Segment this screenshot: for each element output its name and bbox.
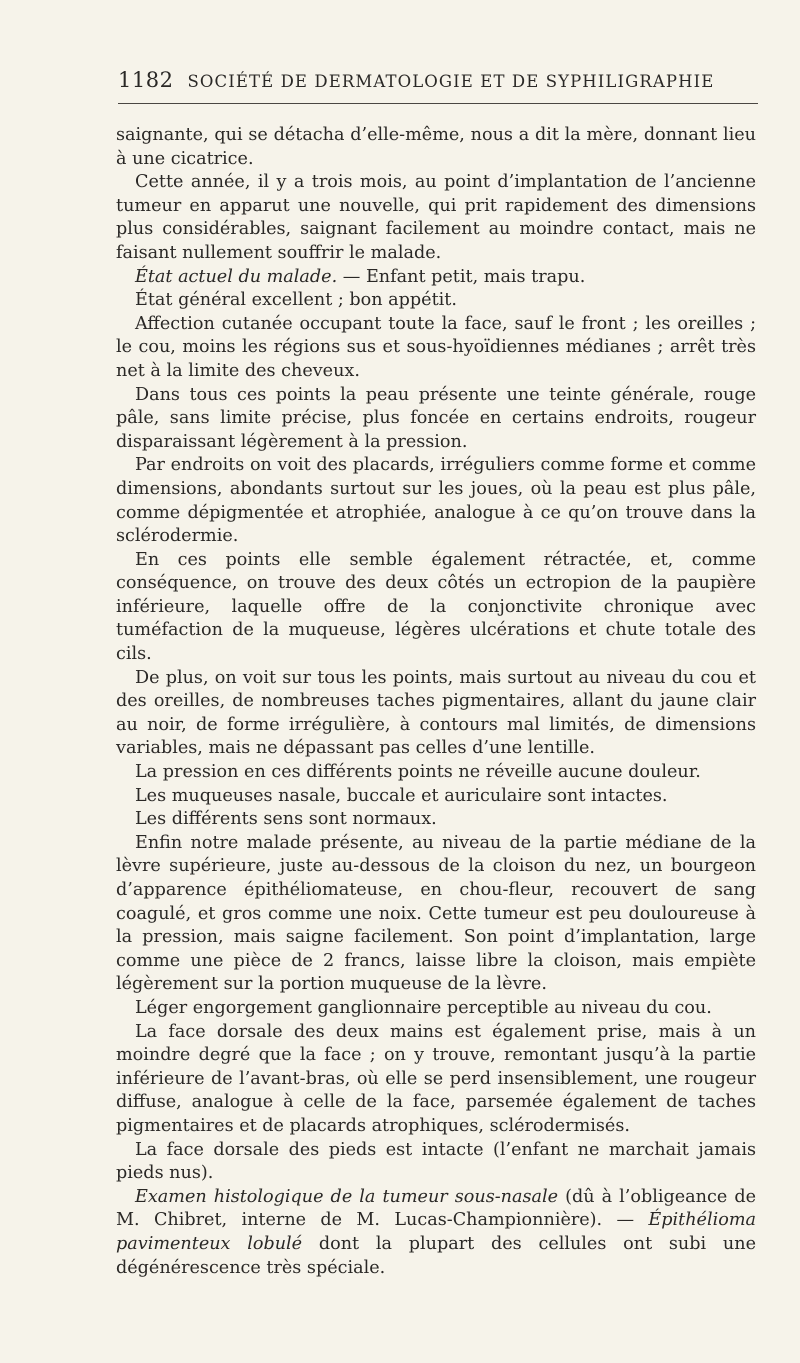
paragraph: saignante, qui se détacha d’elle-même, nous a dit la mère, donnant lieu à une cicatrice. [116, 125, 756, 169]
page-number: 1182 [118, 68, 174, 92]
paragraph: La pression en ces différents points ne réveille aucune douleur. [135, 762, 701, 783]
paragraph: En ces points elle semble également rétractée, et, comme conséquence, on trouve des deux côtés un ectropion de la paupière inférieure, laquelle offre de la conjonctivite chronique avec tuméfaction de la muqueuse, légères ulcérations et chute totale des cils. [116, 549, 756, 665]
paragraph: Dans tous ces points la peau présente une teinte générale, rouge pâle, sans limite précise, plus foncée en certains endroits, rougeur disparaissant légèrement à la pression. [116, 384, 756, 452]
paragraph: État actuel du malade. — Enfant petit, mais trapu. [135, 266, 586, 287]
paragraph: Les muqueuses nasale, buccale et auriculaire sont intactes. [135, 785, 668, 806]
paragraph: Examen histologique de la tumeur sous-nasale (dû à l’obligeance de M. Chibret, interne de M. Lucas-Championnière). — Épithélioma pavimenteux lobulé dont la plupart des cellules ont subi une dégénérescence très spéciale. [116, 1186, 756, 1278]
paragraph: De plus, on voit sur tous les points, mais surtout au niveau du cou et des oreilles, de nombreuses taches pigmentaires, allant du jaune clair au noir, de forme irrégulière, à contours mal limités, de dimensions variables, mais ne dépassant pas celles d’une lentille. [116, 667, 756, 759]
body-text [116, 124, 756, 1280]
paragraph: La face dorsale des pieds est intacte (l’enfant ne marchait jamais pieds nus). [116, 1139, 756, 1184]
paragraph: Par endroits on voit des placards, irréguliers comme forme et comme dimensions, abondants surtout sur les joues, où la peau est plus pâle, comme dépigmentée et atrophiée, analogue à ce qu’on trouve dans la sclérodermie. [116, 455, 756, 547]
paragraph: Les différents sens sont normaux. [135, 809, 437, 830]
paragraph: Enfin notre malade présente, au niveau de la partie médiane de la lèvre supérieure, juste au-dessous de la cloison du nez, un bourgeon d’apparence épithéliomateuse, en chou-fleur, recouvert de sang coagulé, et gros comme une noix. Cette tumeur est peu douloureuse à la pression, mais saigne facilement. Son point d’implantation, large comme une pièce de 2 francs, laisse libre la cloison, mais empiète légèrement sur la portion muqueuse de la lèvre. [116, 832, 756, 995]
running-title: SOCIÉTÉ DE DERMATOLOGIE ET DE SYPHILIGRAPHIE [187, 72, 715, 91]
paragraph: Léger engorgement ganglionnaire perceptible au niveau du cou. [135, 997, 712, 1018]
page-header [118, 68, 758, 92]
paragraph: La face dorsale des deux mains est également prise, mais à un moindre degré que la face ; on y trouve, remontant jusqu’à la partie inférieure de l’avant-bras, où elle se perd insensiblement, une rougeur diffuse, analogue à celle de la face, parsemée également de taches pigmentaires et de placards atrophiques, sclérodermisés. [116, 1021, 756, 1136]
header-rule [118, 103, 758, 104]
paragraph: État général excellent ; bon appétit. [135, 290, 457, 311]
paragraph: Affection cutanée occupant toute la face, sauf le front ; les oreilles ; le cou, moins les régions sus et sous-hyoïdiennes médianes ; arrêt très net à la limite des cheveux. [116, 313, 756, 381]
paragraph: Cette année, il y a trois mois, au point d’implantation de l’ancienne tumeur en apparut une nouvelle, qui prit rapidement des dimensions plus considérables, saignant facilement au moindre contact, mais ne faisant nullement souffrir le malade. [116, 172, 756, 263]
